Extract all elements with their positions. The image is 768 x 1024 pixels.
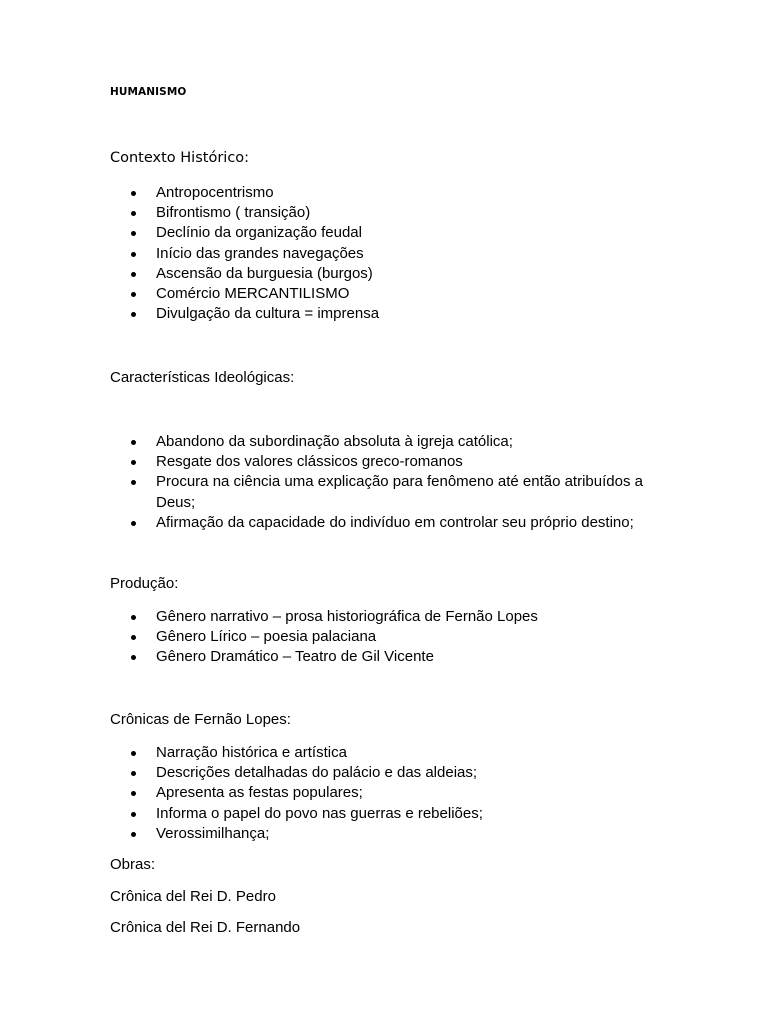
list-contexto-historico xyxy=(110,183,670,324)
list-item-text: Gênero Lírico – poesia palaciana xyxy=(156,628,377,646)
bullet-icon xyxy=(131,292,136,297)
list-item xyxy=(110,452,670,472)
bullet-icon xyxy=(131,252,136,257)
bullet-icon xyxy=(131,272,136,277)
list-item xyxy=(110,203,670,223)
list-item-text: Verossimilhança; xyxy=(156,824,270,842)
list-item-text: Abandono da subordinação absoluta à igreja católica; xyxy=(156,433,513,450)
list-item-text: Informa o papel do povo nas guerras e rebeliões; xyxy=(156,804,483,822)
list-item-text: Procura na ciência uma explicação para fenômeno até então atribuídos a Deus; xyxy=(156,473,643,511)
obra-cronica-d-fernando: Crônica del Rei D. Fernando xyxy=(110,919,301,936)
list-item-text: Bifrontismo ( transição) xyxy=(156,204,311,222)
bullet-icon xyxy=(131,791,136,796)
heading-caracteristicas-ideologicas: Características Ideológicas: xyxy=(110,369,295,386)
list-item xyxy=(110,804,670,824)
list-item xyxy=(110,264,670,284)
list-item xyxy=(110,513,670,533)
list-item xyxy=(110,627,670,647)
list-item xyxy=(110,284,670,304)
bullet-icon xyxy=(131,231,136,236)
bullet-icon xyxy=(131,751,136,756)
list-caracteristicas-ideologicas xyxy=(110,432,670,533)
heading-producao: Produção: xyxy=(110,575,179,592)
list-item-text: Início das grandes navegações xyxy=(156,244,364,262)
bullet-icon xyxy=(131,615,136,620)
heading-cronicas-fernao-lopes: Crônicas de Fernão Lopes: xyxy=(110,711,291,728)
bullet-icon xyxy=(131,312,136,317)
heading-contexto-historico: Contexto Histórico: xyxy=(110,150,250,166)
list-item xyxy=(110,304,670,324)
list-producao xyxy=(110,607,670,668)
bullet-icon xyxy=(131,460,136,465)
list-item-text: Antropocentrismo xyxy=(156,184,274,201)
list-item-text: Narração histórica e artística xyxy=(156,744,347,761)
bullet-icon xyxy=(131,521,136,526)
list-item-text: Apresenta as festas populares; xyxy=(156,784,363,802)
bullet-icon xyxy=(131,771,136,776)
list-item-text: Gênero narrativo – prosa historiográfica de Fernão Lopes xyxy=(156,608,538,625)
bullet-icon xyxy=(131,191,136,196)
list-cronicas-fernao-lopes xyxy=(110,743,670,844)
obra-cronica-d-pedro: Crônica del Rei D. Pedro xyxy=(110,888,276,905)
list-item xyxy=(110,824,670,844)
bullet-icon xyxy=(131,812,136,817)
list-item-text: Resgate dos valores clássicos greco-romanos xyxy=(156,453,463,471)
list-item xyxy=(110,183,670,203)
list-item xyxy=(110,647,670,667)
list-item xyxy=(110,743,670,763)
list-item-text: Afirmação da capacidade do indivíduo em controlar seu próprio destino; xyxy=(156,513,634,531)
bullet-icon xyxy=(131,480,136,485)
list-item xyxy=(110,223,670,243)
list-item xyxy=(110,763,670,783)
list-item-text: Ascensão da burguesia (burgos) xyxy=(156,264,373,282)
bullet-icon xyxy=(131,832,136,837)
bullet-icon xyxy=(131,635,136,640)
heading-obras: Obras: xyxy=(110,856,156,873)
list-item-text: Descrições detalhadas do palácio e das aldeias; xyxy=(156,764,478,782)
list-item-text: Divulgação da cultura = imprensa xyxy=(156,305,380,323)
list-item-text: Gênero Dramático – Teatro de Gil Vicente xyxy=(156,648,434,666)
bullet-icon xyxy=(131,211,136,216)
document-title: HUMANISMO xyxy=(110,86,187,98)
bullet-icon xyxy=(131,655,136,660)
list-item xyxy=(110,783,670,803)
list-item xyxy=(110,244,670,264)
list-item-text: Declínio da organização feudal xyxy=(156,224,362,242)
bullet-icon xyxy=(131,440,136,445)
list-item xyxy=(110,607,670,627)
list-item xyxy=(110,472,670,512)
list-item xyxy=(110,432,670,452)
list-item-text: Comércio MERCANTILISMO xyxy=(156,285,350,303)
